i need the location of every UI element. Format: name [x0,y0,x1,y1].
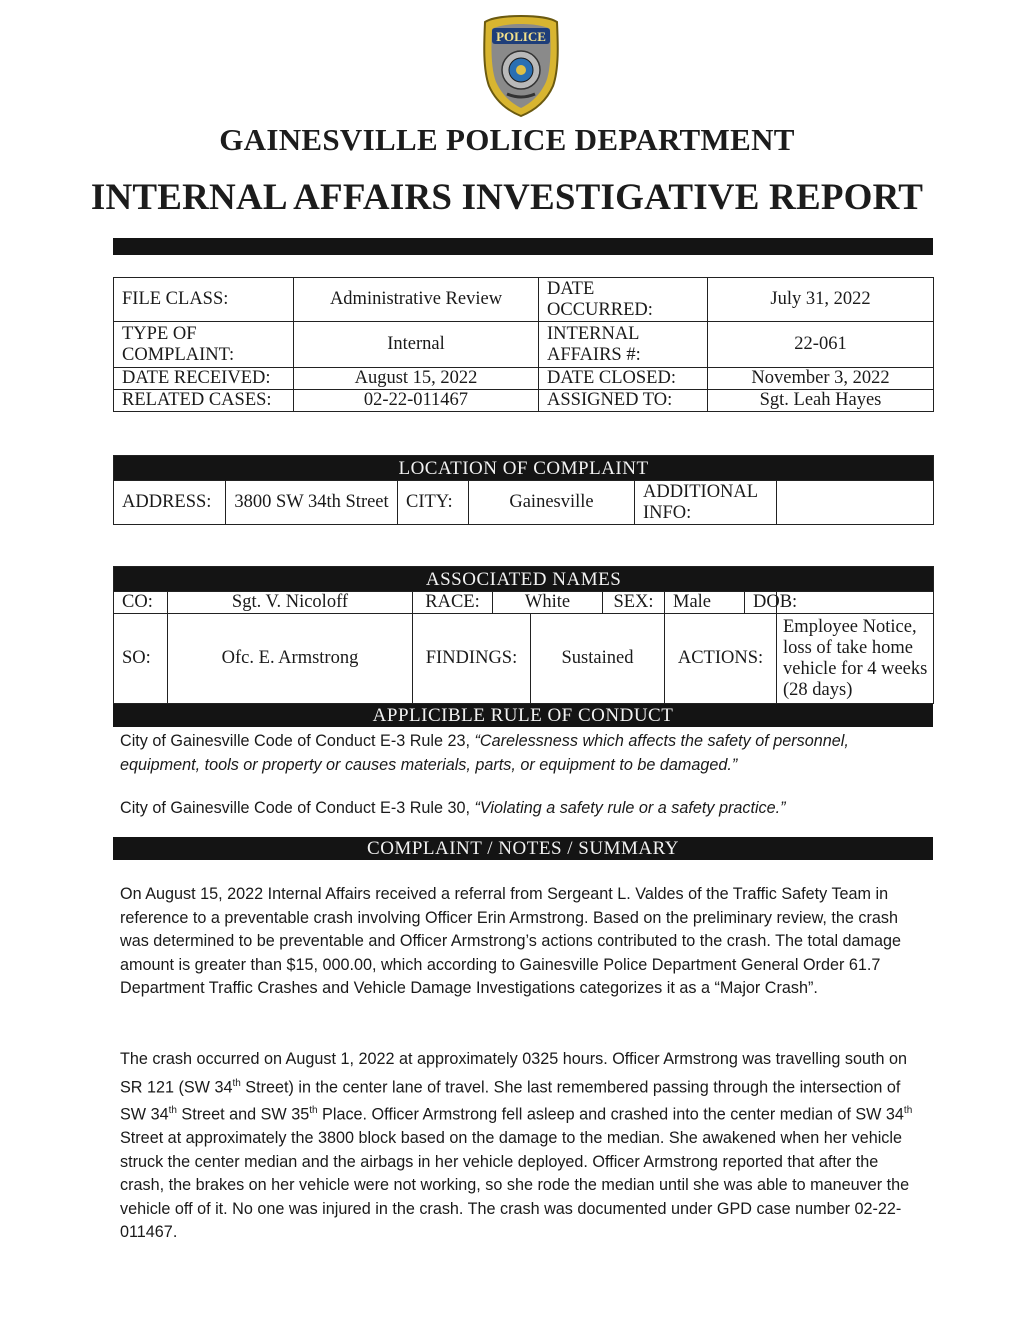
p2-part-1: The crash occurred on August 1, 2022 at approximately 0325 hours. Officer Armstrong was travelling south on SR 121 (SW 34 [120,1050,908,1096]
rule-23-prefix: City of Gainesville Code of Conduct E-3 Rule 23, [120,732,475,750]
related-cases-label: RELATED CASES: [114,390,294,412]
header-divider-bar [113,238,933,255]
additional-info-value [777,481,934,525]
p2-part-5: Street at approximately the 3800 block based on the damage to the median. She awakened when her vehicle struck the center median and the airbags in her vehicle deployed. Officer Armstrong reported that after the crash, the brakes on her vehicle were not working, so she rode the median until she was able to maneuver the vehicle off of it. No one was injured in the crash. The crash was documented under GPD case number 02-22-011467. [120,1129,910,1242]
type-of-complaint-value: Internal [294,322,539,368]
department-title: GAINESVILLE POLICE DEPARTMENT [219,122,795,157]
date-closed-value: November 3, 2022 [708,368,934,390]
p2-sup-4: th [903,1105,913,1117]
p2-sup-3: th [309,1105,318,1117]
date-occurred-value: July 31, 2022 [708,278,934,322]
date-occurred-label: DATE OCCURRED: [539,278,708,322]
svg-text:POLICE: POLICE [496,29,546,44]
summary-paragraph-2 [120,1048,920,1245]
so-label: SO: [114,614,168,704]
internal-affairs-number-value: 22-061 [708,322,934,368]
additional-info-label: ADDITIONAL INFO: [635,481,777,525]
p2-sup-2: th [168,1105,177,1117]
rule-30-prefix: City of Gainesville Code of Conduct E-3 Rule 30, [120,799,475,817]
summary-paragraph-1: On August 15, 2022 Internal Affairs received a referral from Sergeant L. Valdes of the Traffic Safety Team in reference to a preventable crash involving Officer Erin Armstrong. Based on the preliminary review, the crash was determined to be preventable and Officer Armstrong’s actions contributed to the crash. The total damage amount is greater than $15, 000.00, which according to Gainesville Police Department General Order 61.7 Department Traffic Crashes and Vehicle Damage Investigations categorizes it as a “Major Crash”. [120,885,902,997]
related-cases-value: 02-22-011467 [294,390,539,412]
city-value: Gainesville [469,481,635,525]
date-received-label: DATE RECEIVED: [114,368,294,390]
dob-label: DOB: [745,592,777,614]
city-label: CITY: [398,481,469,525]
internal-affairs-number-label: INTERNAL AFFAIRS #: [539,322,708,368]
p2-part-2: Street) in the center lane of travel. She last remembered passing through the intersection of SW 34 [120,1077,901,1124]
actions-label: ACTIONS: [665,614,777,704]
p2-part-4: Place. Officer Armstrong fell asleep and crashed into the center median of SW 34 [317,1105,904,1124]
rules-heading: APPLICIBLE RULE OF CONDUCT [113,704,933,727]
co-value: Sgt. V. Nicoloff [168,592,413,614]
assigned-to-value: Sgt. Leah Hayes [708,390,934,412]
findings-label: FINDINGS: [413,614,531,704]
file-class-label: FILE CLASS: [114,278,294,322]
race-value: White [493,592,603,614]
address-label: ADDRESS: [114,481,226,525]
race-label: RACE: [413,592,493,614]
associated-names-table [113,566,934,704]
date-closed-label: DATE CLOSED: [539,368,708,390]
assigned-to-label: ASSIGNED TO: [539,390,708,412]
dob-value [777,592,934,614]
actions-value: Employee Notice, loss of take home vehicle for 4 weeks (28 days) [777,614,934,704]
report-title: INTERNAL AFFAIRS INVESTIGATIVE REPORT [90,177,924,218]
findings-value: Sustained [531,614,665,704]
sex-label: SEX: [603,592,665,614]
rule-30-text [120,797,920,821]
file-class-value: Administrative Review [294,278,539,322]
location-heading: LOCATION OF COMPLAINT [114,456,934,481]
type-of-complaint-label: TYPE OF COMPLAINT: [114,322,294,368]
sex-value: Male [665,592,745,614]
police-badge-logo [479,14,563,118]
associated-names-heading: ASSOCIATED NAMES [114,567,934,592]
rule-30-quote: “Violating a safety rule or a safety practice.” [474,799,786,817]
address-value: 3800 SW 34th Street [226,481,398,525]
summary-heading: COMPLAINT / NOTES / SUMMARY [113,837,933,860]
co-label: CO: [114,592,168,614]
rule-23-quote: “Carelessness which affects the safety of personnel, equipment, tools or property or causes materials, parts, or equipment to be damaged.” [120,732,849,774]
file-info-table [113,277,934,412]
rule-23-text [120,730,920,777]
location-table [113,455,934,525]
date-received-value: August 15, 2022 [294,368,539,390]
p2-part-3: Street and SW 35 [176,1105,310,1124]
so-value: Ofc. E. Armstrong [168,614,413,704]
p2-sup-1: th [232,1077,241,1089]
